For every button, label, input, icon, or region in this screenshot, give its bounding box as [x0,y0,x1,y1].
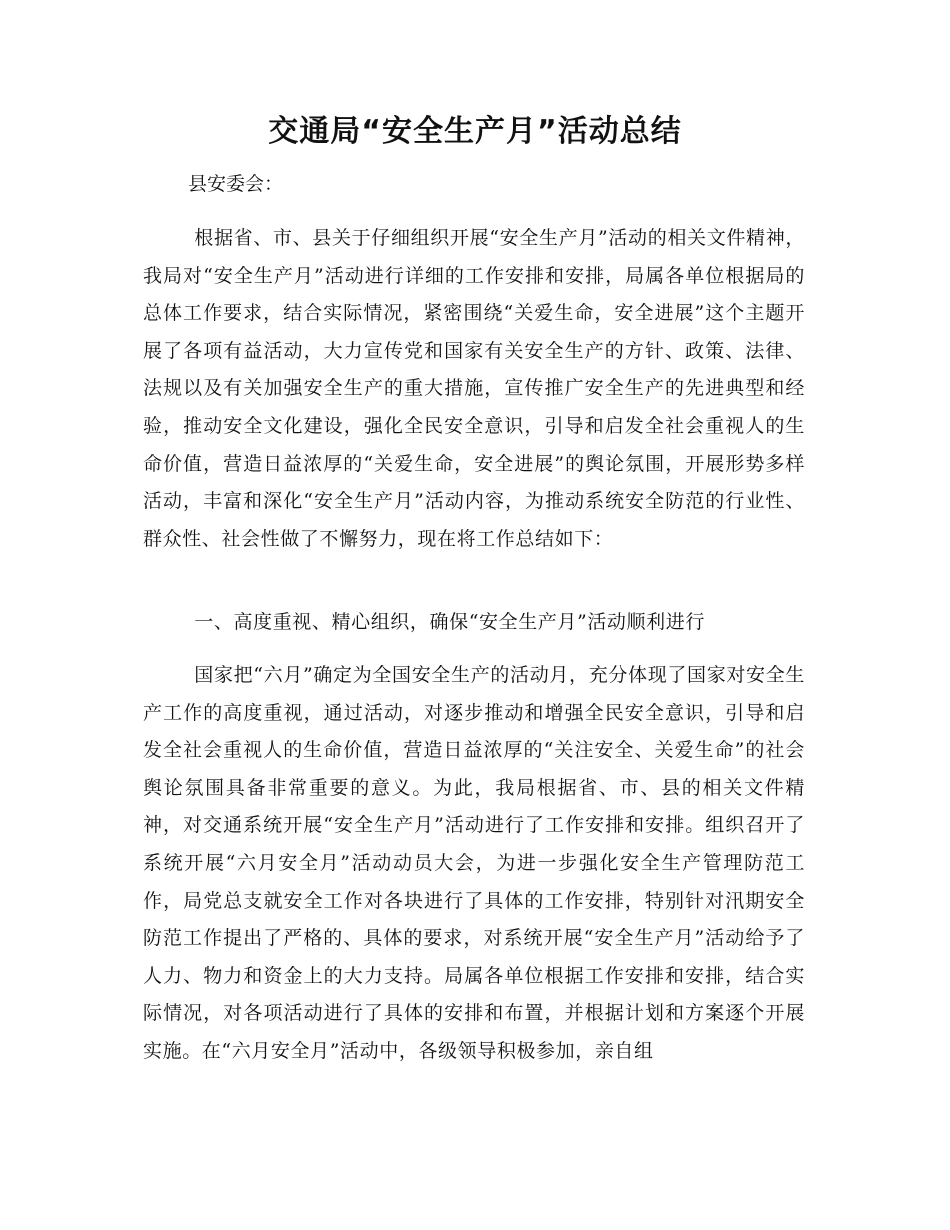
intro-paragraph: 根据省、市、县关于仔细组织开展“安全生产月”活动的相关文件精神，我局对“安全生产月”活动进行详细的工作安排和安排，局属各单位根据局的总体工作要求，结合实际情况，紧密围绕“关爱生命，安全进展”这个主题开展了各项有益活动，大力宣传党和国家有关安全生产的方针、政策、法律、法规以及有关加强安全生产的重大措施，宣传推广安全生产的先进典型和经验，推动安全文化建设，强化全民安全意识，引导和启发全社会重视人的生命价值，营造日益浓厚的“关爱生命，安全进展”的舆论氛围，开展形势多样活动，丰富和深化“安全生产月”活动内容，为推动系统安全防范的行业性、群众性、社会性做了不懈努力，现在将工作总结如下： [143,227,805,550]
document-title: 交通局“安全生产月”活动总结 [268,114,682,149]
salutation: 县安委会： [188,173,284,195]
section-paragraph: 国家把“六月”确定为全国安全生产的活动月，充分体现了国家对安全生产工作的高度重视，通过活动，对逐步推动和增强全民安全意识，引导和启发全社会重视人的生命价值，营造日益浓厚的“关注安全、关爱生命”的社会舆论氛围具备非常重要的意义。为此，我局根据省、市、县的相关文件精神，对交通系统开展“安全生产月”活动进行了工作安排和安排。组织召开了系统开展“六月安全月”活动动员大会，为进一步强化安全生产管理防范工作，局党总支就安全工作对各块进行了具体的工作安排，特别针对汛期安全防范工作提出了严格的、具体的要求，对系统开展“安全生产月”活动给予了人力、物力和资金上的大力支持。局属各单位根据工作安排和安排，结合实际情况，对各项活动进行了具体的安排和布置，并根据计划和方案逐个开展实施。在“六月安全月”活动中，各级领导积极参加，亲自组 [143,664,805,1062]
section-heading: 一、高度重视、精心组织，确保“安全生产月”活动顺利进行 [194,611,705,633]
